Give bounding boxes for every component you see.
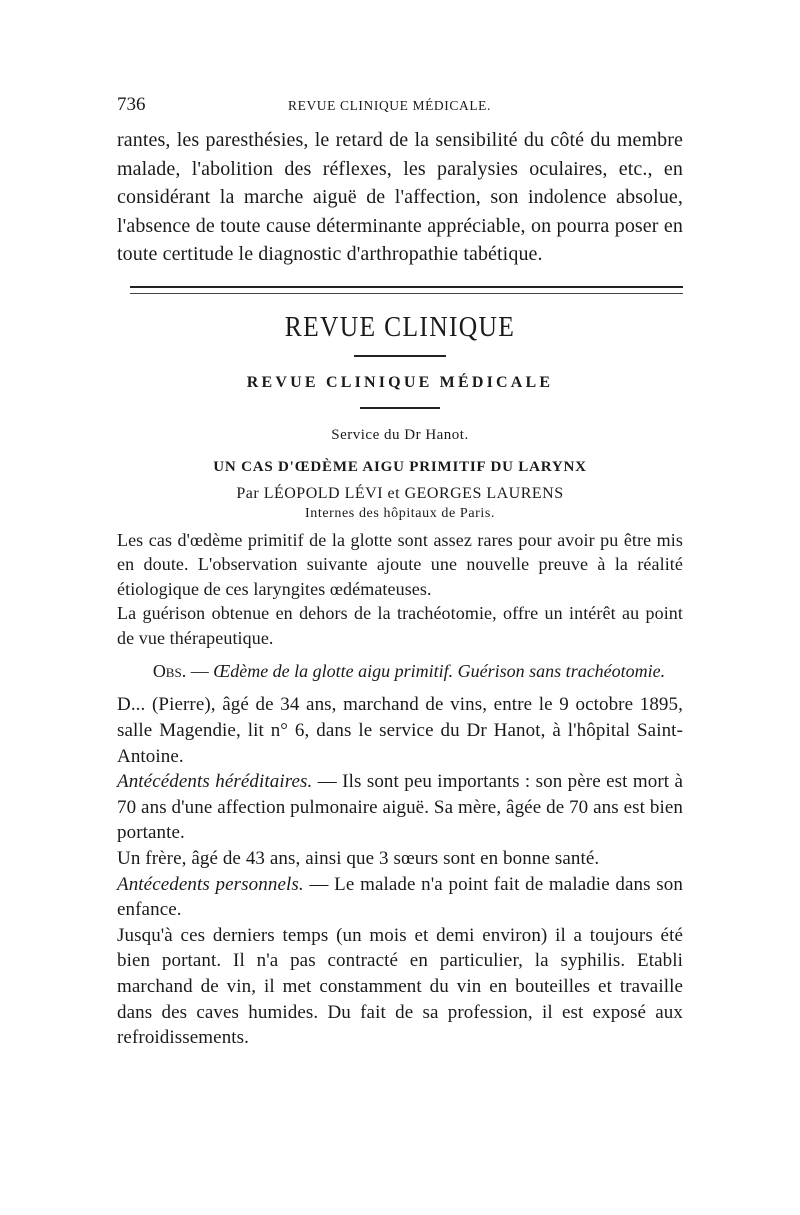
- case-text: Jusqu'à ces derniers temps (un mois et demi environ) il a toujours été bien portant. Il n'a pas contracté en particulier, la syphilis. Etabli marchand de vin, il met constamment du vin en bouteilles et travaille dans des caves humides. Du fait de sa profession, il est exposé aux refroidissements.: [117, 924, 683, 1049]
- subsection-title: REVUE CLINIQUE MÉDICALE: [246, 373, 554, 391]
- author-affiliation: Internes des hôpitaux de Paris.: [304, 505, 496, 521]
- case-text: — Ils sont peu importants : son père est mort à 70 ans d'une affection pulmonaire aiguë. Sa mère, âgée de 70 ans est bien portante.: [117, 771, 684, 844]
- case-paragraph: [117, 769, 683, 846]
- title-underline: [354, 355, 446, 357]
- subtitle-underline: [360, 407, 440, 409]
- section-divider: [130, 286, 683, 294]
- case-paragraph: [117, 923, 683, 1051]
- page-number: 736: [117, 94, 146, 115]
- case-paragraph: [117, 846, 683, 872]
- case-paragraph: [117, 692, 683, 769]
- intro-paragraph: La guérison obtenue en dehors de la trachéotomie, offre un intérêt au point de vue thérapeutique.: [117, 603, 683, 648]
- observation-heading: [117, 659, 683, 683]
- running-title: REVUE CLINIQUE MÉDICALE.: [288, 98, 491, 113]
- case-lead: Antécedents personnels.: [117, 873, 304, 895]
- running-head: [117, 94, 683, 122]
- case-lead: Antécédents héréditaires.: [117, 771, 313, 793]
- case-text: D... (Pierre), âgé de 34 ans, marchand de vins, entre le 9 octobre 1895, salle Magendie, lit n° 6, dans le service du Dr Hanot, à l'hôpital Saint-Antoine.: [117, 694, 683, 767]
- book-page: [117, 94, 683, 1051]
- case-text: — Le malade n'a point fait de maladie dans son enfance.: [117, 873, 683, 921]
- intro-paragraph: Les cas d'œdème primitif de la glotte sont assez rares pour avoir pu être mis en doute. L'observation suivante ajoute une nouvelle preuve à la réalité étiologique de ces laryngites œdémateuses.: [117, 529, 683, 599]
- observation-label: Obs. —: [152, 661, 209, 682]
- case-report: [117, 692, 683, 1050]
- article-title: UN CAS D'ŒDÈME AIGU PRIMITIF DU LARYNX: [213, 458, 587, 475]
- continued-paragraph: rantes, les paresthésies, le retard de la sensibilité du côté du membre malade, l'abolition des réflexes, les paralysies oculaires, etc., en considérant la marche aiguë de l'affection, son indolence absolue, l'absence de toute cause déterminante appréciable, on pourra poser en toute certitude le diagnostic d'arthropathie tabétique.: [117, 129, 683, 266]
- service-line: Service du Dr Hanot.: [331, 426, 469, 443]
- case-text: Un frère, âgé de 43 ans, ainsi que 3 sœurs sont en bonne santé.: [117, 848, 600, 870]
- observation-title: Œdème de la glotte aigu primitif. Guérison sans trachéotomie.: [213, 661, 666, 682]
- section-title: REVUE CLINIQUE: [284, 310, 516, 343]
- article-authors: Par LÉOPOLD LÉVI et GEORGES LAURENS: [236, 484, 564, 502]
- case-paragraph: [117, 872, 683, 923]
